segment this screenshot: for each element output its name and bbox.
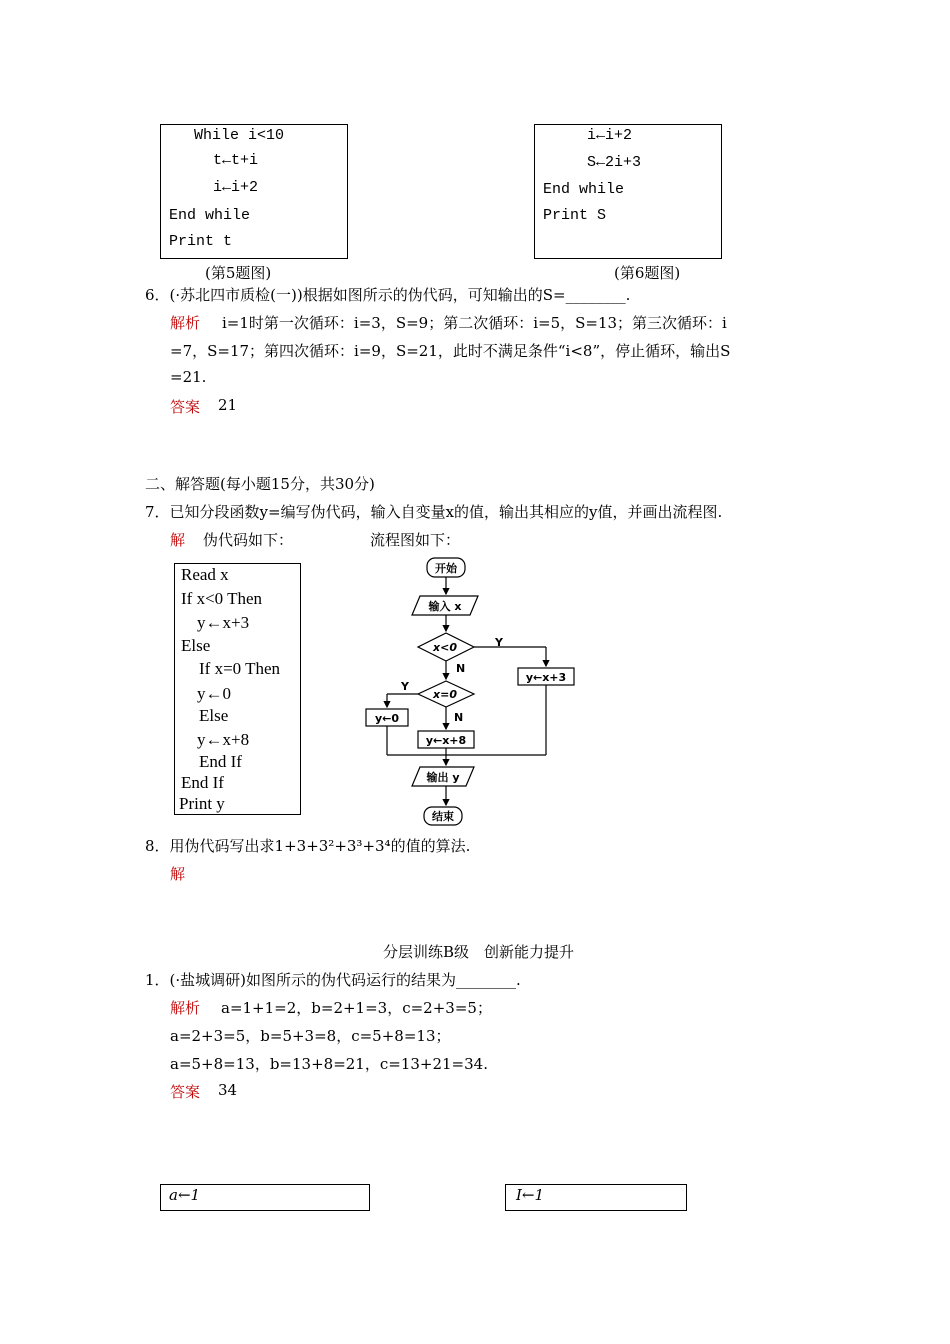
q7-pc-line-1: Read x <box>181 565 229 584</box>
q8-solution-label: 解 <box>170 865 186 883</box>
q5-line-1: While i<10 <box>194 127 285 144</box>
q7-pc-line-8: y←x+8 <box>197 730 250 749</box>
q7-pc-line-3: y←x+3 <box>197 613 250 632</box>
flow-end-label: 结束 <box>432 810 454 823</box>
q5-line-4: End while <box>169 207 251 224</box>
b1-line-1: a=1+1=2，b=2+1=3，c=2+3=5； <box>221 999 492 1017</box>
b1-answer-label: 答案 <box>170 1083 201 1101</box>
flow-cond2-label: x=0 <box>433 688 457 701</box>
q6-analysis-line-2: =7，S=17；第四次循环：i=9，S=21，此时不满足条件“i<8”，停止循环，输出S <box>170 342 731 360</box>
flow-assign2-label: y←0 <box>374 712 400 725</box>
q5-line-5: Print t <box>169 233 233 250</box>
q6-answer: 21 <box>218 396 238 414</box>
flow-start-label: 开始 <box>435 562 457 575</box>
flow-yes-label-1: Y <box>495 636 503 649</box>
q7-pc-line-6: y←0 <box>197 684 231 703</box>
q6-answer-label: 答案 <box>170 398 201 416</box>
bottom-left-line-1: a←1 <box>169 1186 201 1204</box>
q7-pc-line-2: If x<0 Then <box>181 589 263 608</box>
b1-line-3: a=5+8=13，b=13+8=21，c=13+21=34. <box>170 1055 488 1073</box>
flow-input-label: 输入 x <box>428 600 462 613</box>
q7-pc-line-5: If x=0 Then <box>199 659 281 678</box>
q7-flow-intro: 流程图如下： <box>370 531 461 549</box>
level-b-heading: 分层训练B级 创新能力提升 <box>383 943 575 961</box>
q7-pc-line-9: End If <box>199 752 242 771</box>
b1-answer: 34 <box>218 1081 238 1099</box>
b1-analysis-label: 解析 <box>170 999 201 1017</box>
q7-pseudo-intro: 伪代码如下： <box>203 531 294 549</box>
q6-line-2: S←2i+3 <box>587 154 642 171</box>
flow-assign3-label: y←x+8 <box>425 734 467 747</box>
flow-no-label-2: N <box>454 711 464 724</box>
bottom-left-code-box <box>160 1184 370 1211</box>
q7-pc-line-11: Print y <box>179 794 225 813</box>
bottom-right-line-1: I←1 <box>516 1186 545 1204</box>
q7-question: 7．已知分段函数y=编写伪代码，输入自变量x的值，输出其相应的y值，并画出流程图. <box>145 503 723 521</box>
q6-line-3: End while <box>543 181 625 198</box>
flow-cond1-label: x<0 <box>433 641 457 654</box>
q7-pc-line-7: Else <box>199 706 229 725</box>
q7-pc-line-10: End If <box>181 773 224 792</box>
b1-question: 1．(·盐城调研)如图所示的伪代码运行的结果为________. <box>145 971 521 989</box>
q5-line-3: i←i+2 <box>213 179 259 196</box>
flow-output-label: 输出 y <box>426 771 460 784</box>
flow-assign1-label: y←x+3 <box>525 671 567 684</box>
q6-analysis-label: 解析 <box>170 314 201 332</box>
q7-solution-label: 解 <box>170 531 186 549</box>
q6-caption: (第6题图) <box>614 264 681 282</box>
q6-line-1: i←i+2 <box>587 127 633 144</box>
q6-analysis-line-1: i=1时第一次循环：i=3，S=9；第二次循环：i=5，S=13；第三次循环：i <box>222 314 727 332</box>
section-2-heading: 二、解答题(每小题15分，共30分) <box>145 475 375 493</box>
q8-question: 8．用伪代码写出求1+3+3²+3³+3⁴的值的算法. <box>145 837 471 855</box>
q5-caption: (第5题图) <box>205 264 272 282</box>
q7-pc-line-4: Else <box>181 636 211 655</box>
flow-no-label-1: N <box>456 662 466 675</box>
bottom-right-code-box <box>505 1184 687 1211</box>
q6-analysis-line-3: =21. <box>170 368 207 386</box>
q6-line-4: Print S <box>543 207 607 224</box>
q6-question: 6．(·苏北四市质检(一))根据如图所示的伪代码，可知输出的S=________. <box>145 286 631 304</box>
q5-line-2: t←t+i <box>213 152 259 169</box>
b1-line-2: a=2+3=5，b=5+3=8，c=5+8=13； <box>170 1027 451 1045</box>
flow-yes-label-2: Y <box>401 680 409 693</box>
